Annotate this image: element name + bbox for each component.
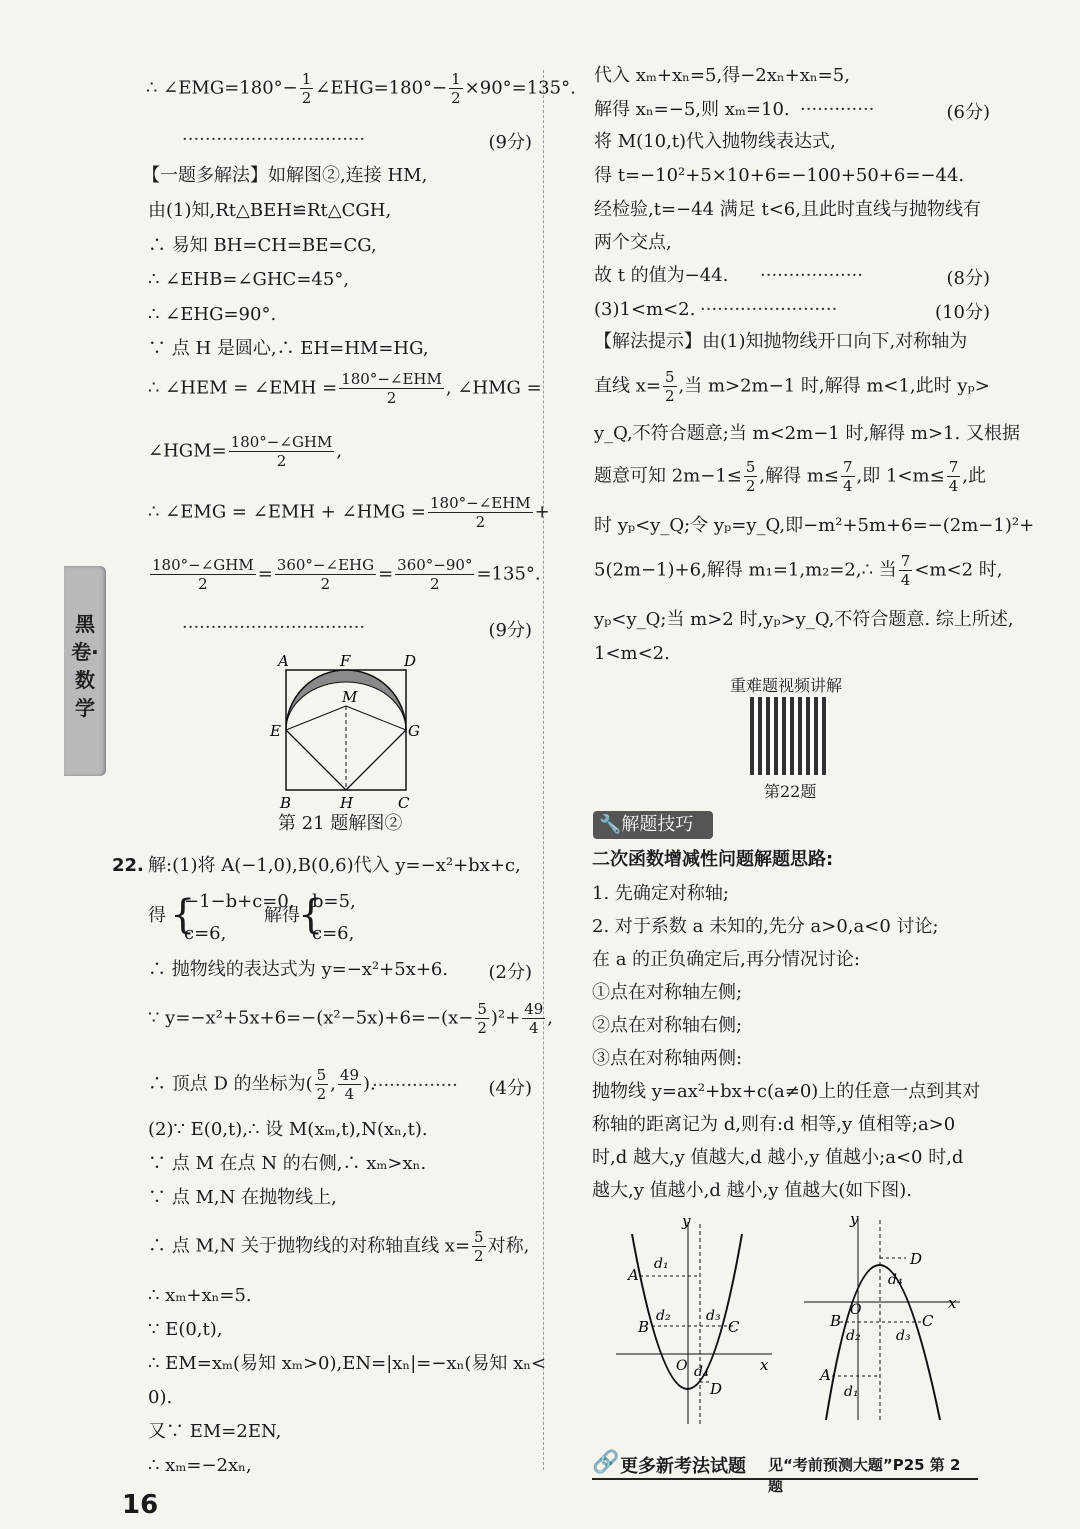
svg-text:C: C [728,1318,740,1336]
text-line: 得 t=−10²+5×10+6=−100+50+6=−44. [594,165,965,186]
svg-text:G: G [408,722,420,740]
svg-text:x: x [948,1294,957,1312]
qr-caption: 第22题 [764,782,817,801]
score: (9分) [488,132,532,153]
tips-badge: 🔧解题技巧 [593,811,713,839]
svg-text:d₁: d₁ [654,1256,669,1272]
text-line: 故 t 的值为−44. [594,265,729,286]
svg-text:A: A [820,1366,831,1384]
figure-caption: 第 21 题解图② [278,813,403,834]
svg-text:d₄: d₄ [888,1272,903,1288]
text-line: 5(2m−1)+6,解得 m₁=1,m₂=2,∴ 当 $\frac{7}{4}$ <m<2 时, [594,552,1003,589]
text-line: ∴ xₘ+xₙ=5. [148,1285,252,1306]
text-line: 在 a 的正负确定后,再分情况讨论: [592,949,860,970]
svg-text:D: D [910,1250,923,1268]
svg-text:C: C [398,794,410,812]
dot-leader: ············· [800,99,875,120]
footer-title: 更多新考法试题 [620,1456,746,1477]
text-line: ∴ xₘ=−2xₙ, [148,1455,252,1476]
text-line: 时 yₚ<y_Q;令 yₚ=y_Q,即−m²+5m+6=−(2m−1)²+ [594,515,1035,536]
svg-text:M: M [342,688,358,706]
svg-text:d₄: d₄ [694,1364,709,1380]
text-line: ③点在对称轴两侧: [592,1048,743,1069]
text-line: ∴ EM=xₘ(易知 xₘ>0),EN=|xₙ|=−xₙ(易知 xₙ< [148,1353,547,1374]
text-line: (2)∵ E(0,t),∴ 设 M(xₘ,t),N(xₙ,t). [148,1119,428,1140]
dot-leader: ························ [700,299,838,320]
text-line: ∴ 顶点 D 的坐标为( $\frac{5}{2}$ , $\frac{49}{4}$ ). [148,1066,376,1103]
text-line: ①点在对称轴左侧; [592,982,743,1003]
text-line: ∴ ∠EMG = ∠EMH + ∠HMG = $\frac{\text{180°−∠EHM}}{2}$ + [148,494,550,531]
score: (2分) [488,962,532,983]
text-line: 由(1)知,Rt△BEH≌Rt△CGH, [148,200,392,221]
score: (10分) [935,302,990,323]
svg-text:O: O [850,1302,862,1318]
text-line: ∴ ∠EMG=180°− $\frac{1}{2}$ ∠EHG=180°− $\frac{1}{2}$ ×90°=135°. [146,70,576,107]
svg-text:D: D [404,652,417,670]
svg-text:B: B [830,1312,842,1330]
text-line: 1<m<2. [594,643,670,664]
text-line: ∵ 点 H 是圆心,∴ EH=HM=HG, [148,338,429,359]
tips-title: 二次函数增减性问题解题思路: [592,849,834,870]
svg-text:d₂: d₂ [656,1308,671,1324]
qr-code[interactable] [750,697,828,775]
text-line: $\frac{\text{180°−∠GHM}}{2}$ = $\frac{\text{360°−∠EHG}}{2}$ = $\frac{360^\circ-90^\circ}{2}$ =135°. [152,556,541,593]
svg-text:x: x [760,1356,769,1374]
text-line: 解得 xₙ=−5,则 xₘ=10. [594,99,790,120]
text-line: 1. 先确定对称轴; [592,883,729,904]
text-line: 越大,y 值越小,d 越小,y 值越大(如下图). [592,1180,912,1201]
text-line: 【一题多解法】如解图②,连接 HM, [142,165,428,186]
qr-title: 重难题视频讲解 [730,676,843,695]
text-line: 经检验,t=−44 满足 t<6,且此时直线与抛物线有 [594,199,981,220]
dot-leader: ································ [182,617,366,638]
svg-text:A: A [278,652,289,670]
text-line: 又∵ EM=2EN, [148,1421,282,1442]
text-line: y_Q,不符合题意;当 m<2m−1 时,解得 m>1. 又根据 [594,423,1020,444]
text-line: ②点在对称轴右侧; [592,1015,743,1036]
dot-leader: ··············· [372,1075,458,1096]
svg-text:d₁: d₁ [844,1384,859,1400]
text-line: 直线 x= $\frac{5}{2}$ ,当 m>2m−1 时,解得 m<1,此时 yₚ> [594,368,990,405]
text-line: ∴ ∠EHB=∠GHC=45°, [148,269,350,290]
text-line: 两个交点, [594,232,672,253]
svg-text:C: C [922,1312,934,1330]
question-number: 22. [112,855,144,876]
text-line: 0). [148,1387,173,1408]
text-line: 2. 对于系数 a 未知的,先分 a>0,a<0 讨论; [592,916,939,937]
text-line: ∵ E(0,t), [148,1319,223,1340]
text-line: 题意可知 2m−1≤ $\frac{5}{2}$ ,解得 m≤ $\frac{7}{4}$ ,即 1<m≤ $\frac{7}{4}$ ,此 [594,458,986,495]
svg-text:d₂: d₂ [846,1328,861,1344]
text-line: ∵ 点 M,N 在抛物线上, [148,1187,337,1208]
parabola-down-graph [800,1210,970,1426]
svg-text:B: B [638,1318,650,1336]
side-tab [64,566,106,776]
text-line: ∵ 点 M 在点 N 的右侧,∴ xₘ>xₙ. [148,1153,427,1174]
score: (4分) [488,1078,532,1099]
geometry-figure [268,652,418,812]
text-line: ∴ 抛物线的表达式为 y=−x²+5x+6. [148,959,449,980]
text-line: 称轴的距离记为 d,则有:d 相等,y 值相等;a>0 [592,1114,956,1135]
svg-text:F: F [340,652,351,670]
wrench-icon: 🔧 [599,814,622,835]
score: (6分) [946,102,990,123]
score: (8分) [946,268,990,289]
text-line: 解:(1)将 A(−1,0),B(0,6)代入 y=−x²+bx+c, [148,855,521,876]
dot-leader: ································ [182,129,366,150]
footer-reference: 见“考前预测大题”P25 第 2 题 [768,1456,961,1495]
text-line: ∠HGM= $\frac{\text{180°−∠GHM}}{2}$ , [148,433,343,470]
svg-text:B: B [280,794,292,812]
text-line: 【解法提示】由(1)知抛物线开口向下,对称轴为 [594,331,968,352]
text-line: yₚ<y_Q;当 m>2 时,yₚ>y_Q,不符合题意. 综上所述, [594,609,1014,630]
text-line: 代入 xₘ+xₙ=5,得−2xₙ+xₙ=5, [594,65,850,86]
text-line: (3)1<m<2. [594,299,696,320]
svg-text:O: O [676,1358,688,1374]
score: (9分) [488,620,532,641]
parabola-up-graph [612,1214,782,1430]
svg-text:H: H [340,794,354,812]
text-line: ∴ 点 M,N 关于抛物线的对称轴直线 x= $\frac{5}{2}$ 对称, [148,1228,530,1265]
svg-text:D: D [710,1380,723,1398]
svg-text:d₃: d₃ [706,1308,721,1324]
svg-text:d₃: d₃ [896,1328,911,1344]
dot-leader: ·················· [760,265,863,286]
text-line: ∴ ∠EHG=90°. [148,304,277,325]
footer-bar [592,1448,978,1495]
text-line: 时,d 越大,y 值越大,d 越小,y 值越小;a<0 时,d [592,1147,964,1168]
svg-text:y: y [682,1212,691,1230]
link-icon: 🔗 [592,1450,620,1475]
text-line: ∴ ∠HEM = ∠EMH = $\frac{\text{180°−∠EHM}}{2}$ , ∠HMG = [148,370,542,407]
side-tab-label: 黑卷·数学 [71,612,99,720]
text-line: 抛物线 y=ax²+bx+c(a≠0)上的任意一点到其对 [592,1081,981,1102]
svg-text:A: A [628,1266,639,1284]
text-line: ∴ 易知 BH=CH=BE=CG, [148,235,377,256]
page-number: 16 [122,1490,159,1520]
text-line: ∵ y=−x²+5x+6=−(x²−5x)+6=−(x− $\frac{5}{2}$ )²+ $\frac{49}{4}$ , [148,1000,554,1037]
column-divider [543,70,544,1470]
text-line: 将 M(10,t)代入抛物线表达式, [594,131,836,152]
svg-text:y: y [850,1210,859,1228]
svg-text:E: E [270,722,281,740]
